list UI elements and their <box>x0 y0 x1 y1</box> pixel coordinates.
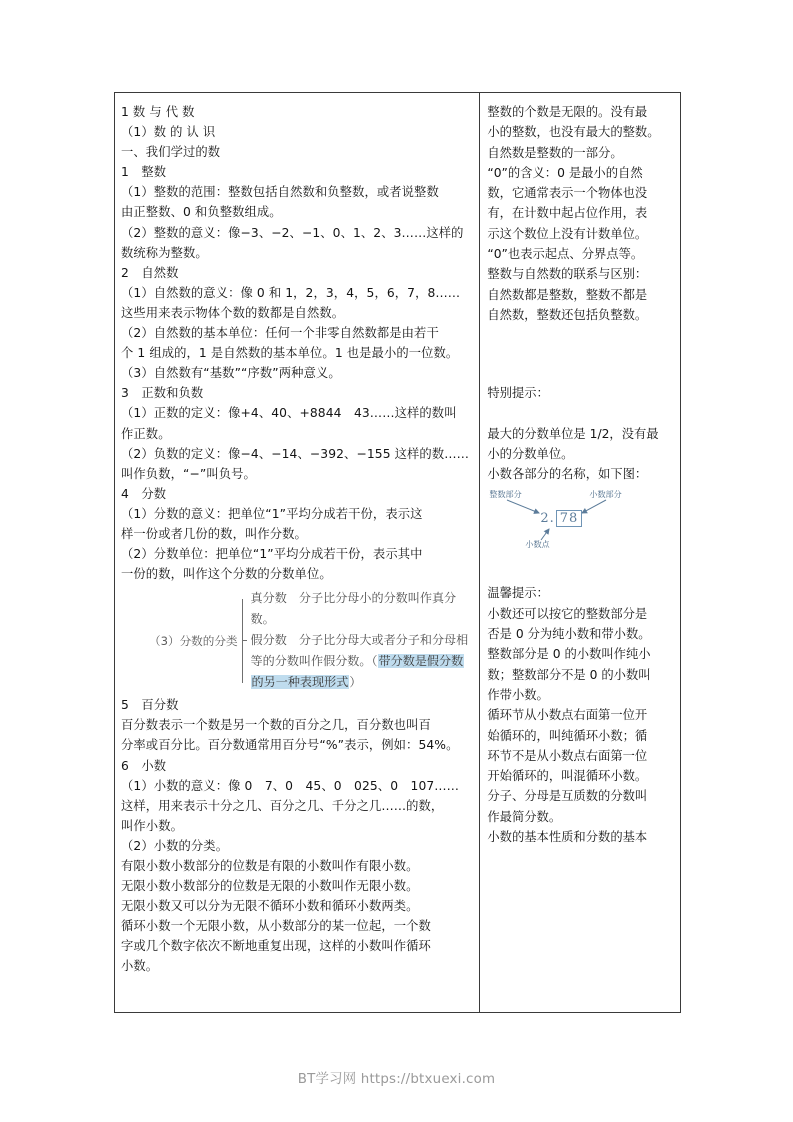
paragraph-line: （3）自然数有“基数”“序数”两种意义。 <box>121 366 341 381</box>
note-line: 小的整数，也没有最大的整数。 <box>487 125 660 140</box>
label-decimal-point: 小数点 <box>525 539 550 550</box>
paragraph-line: 作正数。 <box>121 426 171 441</box>
paragraph-line: 叫作负数，“−”叫负号。 <box>121 466 256 481</box>
paragraph-line: 数统称为整数。 <box>121 245 208 260</box>
improper-fraction-line-cont <box>251 651 472 672</box>
note-line: 作最简分数。 <box>487 809 562 824</box>
paragraph-line: 叫作小数。 <box>121 818 183 833</box>
note-line: 分子、分母是互质数的分数叫 <box>487 789 648 804</box>
heading-chapter: 1 数 与 代 数 <box>121 105 195 119</box>
heading-topic: 一、我们学过的数 <box>121 145 221 160</box>
highlighted-note-part2: 的另一种表现形式 <box>251 675 349 690</box>
label-decimal-part: 小数部分 <box>589 489 622 500</box>
paragraph-line: 由正整数、0 和负整数组成。 <box>121 205 282 220</box>
heading-naturals: 2 自然数 <box>121 265 179 280</box>
paragraph-line: 个 1 组成的，1 是自然数的基本单位。1 也是最小的一位数。 <box>121 346 459 361</box>
paragraph-line: 样一份或者几份的数，叫作分数。 <box>121 526 307 541</box>
paragraph-line: 循环小数一个无限小数，从小数部分的某一位起，一个数 <box>121 919 431 934</box>
paragraph-line: 一份的数，叫作这个分数的分数单位。 <box>121 567 332 582</box>
note-line: 小数还可以按它的整数部分是 <box>487 606 648 621</box>
paragraph-line: 这样，用来表示十分之几、百分之几、千分之几……的数， <box>121 798 444 813</box>
heading-decimals: 6 小数 <box>121 758 167 773</box>
paragraph-line: 无限小数小数部分的位数是无限的小数叫作无限小数。 <box>121 879 419 894</box>
paragraph-line: （2）负数的定义：像−4、−14、−392、−155 这样的数…… <box>121 446 470 461</box>
vertical-spacer <box>487 325 673 383</box>
vertical-spacer <box>487 404 673 424</box>
paragraph-line: （2）整数的意义：像−3、−2、−1、0、1、2、3……这样的 <box>121 225 464 240</box>
curly-brace-icon <box>238 599 247 683</box>
decimal-anatomy-diagram <box>485 487 671 553</box>
note-line: 开始循环的，叫混循环小数。 <box>487 769 648 784</box>
diagram-integer-digit: 2 <box>540 511 550 527</box>
paragraph-line: 字或几个数字依次不断地重复出现，这样的小数叫作循环 <box>121 939 431 954</box>
note-line: 小的分数单位。 <box>487 446 574 461</box>
vertical-spacer <box>487 553 673 583</box>
note-line: “0”的含义：0 是最小的自然 <box>487 165 643 180</box>
footer-watermark: BT学习网 https://btxuexi.com <box>297 1072 496 1087</box>
note-line: 整数部分是 0 的小数叫作纯小 <box>487 647 651 662</box>
improper-fraction-line: 假分数 分子比分母大或者分子和分母相 <box>250 633 469 648</box>
note-line: 循环节从小数点右面第一位开 <box>487 708 648 723</box>
note-line: 整数与自然数的联系与区别： <box>487 267 648 282</box>
note-line: 数，它通常表示一个物体也没 <box>487 186 648 201</box>
paragraph-line: 有限小数小数部分的位数是有限的小数叫作有限小数。 <box>121 859 419 873</box>
table-cell-left <box>115 93 480 1012</box>
fraction-classification-body <box>248 588 472 693</box>
note-line: 小数各部分的名称，如下图： <box>487 467 648 482</box>
paragraph-line: （1）小数的意义：像 0 7、0 45、0 025、0 107…… <box>121 778 460 793</box>
note-line: 示这个数位上没有计数单位。 <box>487 226 648 241</box>
note-line: 自然数都是整数，整数不都是 <box>487 287 648 302</box>
paragraph-line: 百分数表示一个数是另一个数的百分之几，百分数也叫百 <box>121 718 431 733</box>
note-line: 作带小数。 <box>487 687 549 702</box>
heading-section: （1）数 的 认 识 <box>121 125 216 140</box>
paragraph-line: 小数。 <box>121 959 159 974</box>
note-line: 环节不是从小数点右面第一位 <box>487 748 648 763</box>
paragraph-line: 无限小数又可以分为无限不循环小数和循环小数两类。 <box>121 899 419 914</box>
note-line: 数；整数部分不是 0 的小数叫 <box>487 667 651 682</box>
closing-paren: ） <box>349 675 362 690</box>
heading-integers: 1 整数 <box>121 165 167 180</box>
highlighted-note-line2 <box>251 672 472 693</box>
heading-percentage: 5 百分数 <box>121 698 179 713</box>
note-line: 自然数是整数的一部分。 <box>487 145 623 160</box>
paragraph-line: 分率或百分比。百分数通常用百分号“%”表示，例如：54%。 <box>121 738 459 753</box>
paragraph-line: （2）自然数的基本单位：任何一个非零自然数都是由若干 <box>121 326 439 341</box>
note-line: 自然数，整数还包括负整数。 <box>487 307 648 322</box>
note-line: 始循环的，叫纯循环小数；循 <box>487 728 648 743</box>
diagram-decimal-point: . <box>549 511 555 527</box>
special-tip-title: 特别提示： <box>487 386 549 401</box>
paragraph-line: （2）分数单位：把单位“1”平均分成若干份，表示其中 <box>121 547 423 562</box>
proper-fraction-line: 真分数 分子比分母小的分数叫作真分数。 <box>250 591 457 627</box>
diagram-decimal-digits: 78 <box>556 510 583 527</box>
heading-signed: 3 正数和负数 <box>121 386 204 401</box>
table-cell-right <box>480 93 680 1012</box>
paragraph-line: （1）正数的定义：像+4、40、+8844 43……这样的数叫 <box>121 406 457 421</box>
note-line: 整数的个数是无限的。没有最 <box>487 105 648 119</box>
note-line: “0”也表示起点、分界点等。 <box>487 247 644 262</box>
note-line: 小数的基本性质和分数的基本 <box>487 830 648 845</box>
note-line: 最大的分数单位是 1/2，没有最 <box>487 426 659 441</box>
note-line: 有，在计数中起占位作用，表 <box>487 206 648 221</box>
warm-tip-title: 温馨提示： <box>487 586 549 601</box>
paragraph-line: （1）分数的意义：把单位“1”平均分成若干份，表示这 <box>121 506 423 521</box>
paragraph-line: （1）整数的范围：整数包括自然数和负整数，或者说整数 <box>121 185 439 200</box>
note-line: 否是 0 分为纯小数和带小数。 <box>487 627 651 642</box>
heading-fractions: 4 分数 <box>121 486 167 501</box>
paragraph-line: （2）小数的分类。 <box>121 838 229 853</box>
fraction-classification-label: （3）分数的分类 <box>149 633 238 648</box>
paragraph-line: （1）自然数的意义：像 0 和 1，2，3，4，5，6，7，8…… <box>121 285 461 300</box>
paragraph-line: 这些用来表示物体个数的数都是自然数。 <box>121 305 345 320</box>
improper-fraction-text: 等的分数叫作假分数。（ <box>250 654 378 669</box>
fraction-classification-group <box>121 588 471 693</box>
label-integer-part: 整数部分 <box>489 489 522 500</box>
highlighted-note-part1: 带分数是假分数 <box>378 654 464 669</box>
diagram-number <box>540 511 582 526</box>
content-table <box>114 92 681 1013</box>
